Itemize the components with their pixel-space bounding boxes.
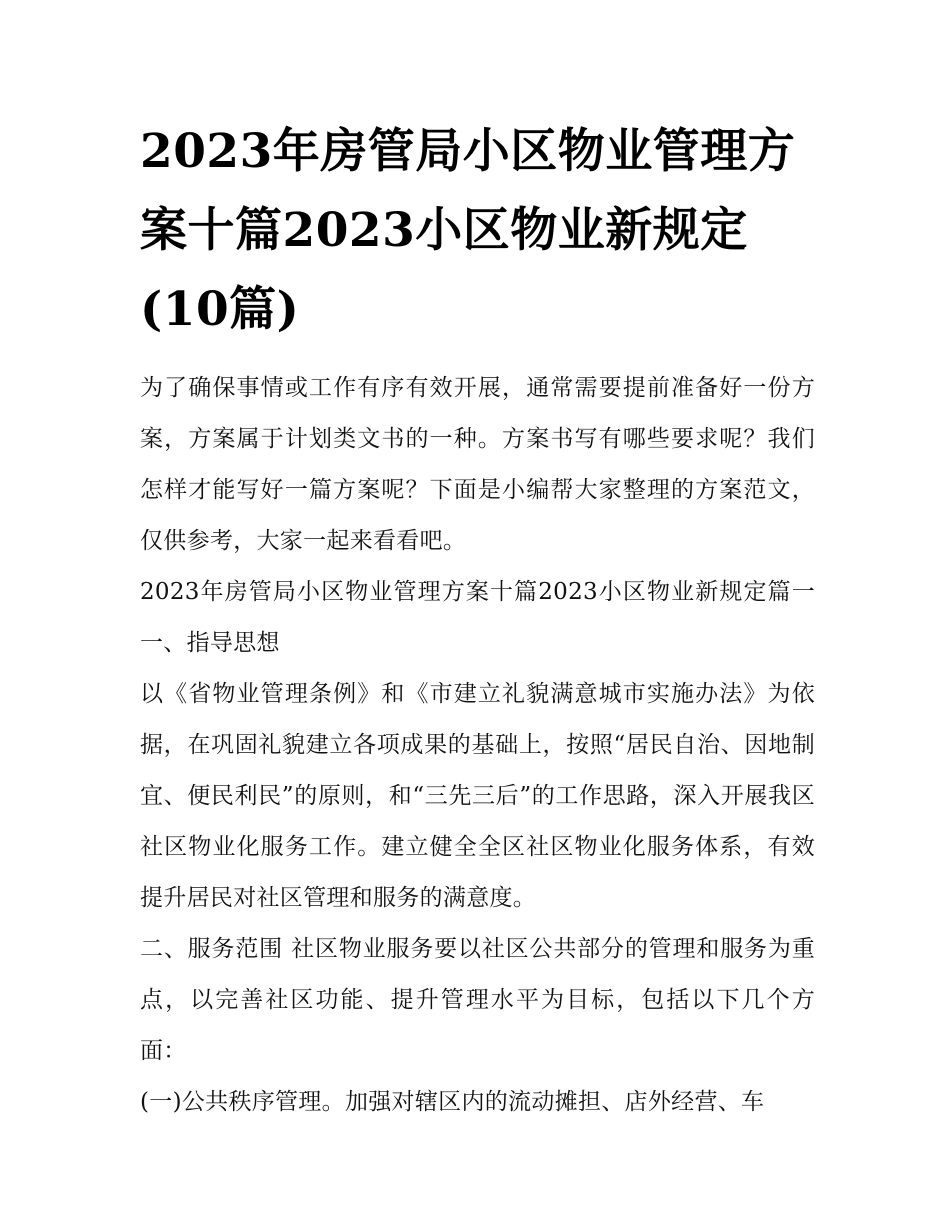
service-scope-paragraph: 二、服务范围 社区物业服务要以社区公共部分的管理和服务为重点，以完善社区功能、提升管理水平为目标，包括以下几个方面： <box>140 936 815 1064</box>
document-page <box>140 112 815 1128</box>
guiding-ideology-paragraph: 以《省物业管理条例》和《市建立礼貌满意城市实施办法》为依据，在巩固礼貌建立各项成果的基础上，按照“居民自治、因地制宜、便民利民”的原则，和“三先三后”的工作思路，深入开展我区社区物业化服务工作。建立健全全区社区物业化服务体系，有效提升居民对社区管理和服务的满意度。 <box>140 681 815 911</box>
section-heading-1: 2023年房管局小区物业管理方案十篇2023小区物业新规定篇一 一、指导思想 <box>140 579 815 656</box>
document-title: 2023年房管局小区物业管理方案十篇2023小区物业新规定(10篇) <box>140 124 796 337</box>
public-order-paragraph: (一)公共秩序管理。加强对辖区内的流动摊担、店外经营、车 <box>140 1089 765 1115</box>
intro-paragraph: 为了确保事情或工作有序有效开展，通常需要提前准备好一份方案，方案属于计划类文书的一种。方案书写有哪些要求呢？我们怎样才能写好一篇方案呢？下面是小编帮大家整理的方案范文，仅供参考，大家一起来看看吧。 <box>140 375 815 554</box>
